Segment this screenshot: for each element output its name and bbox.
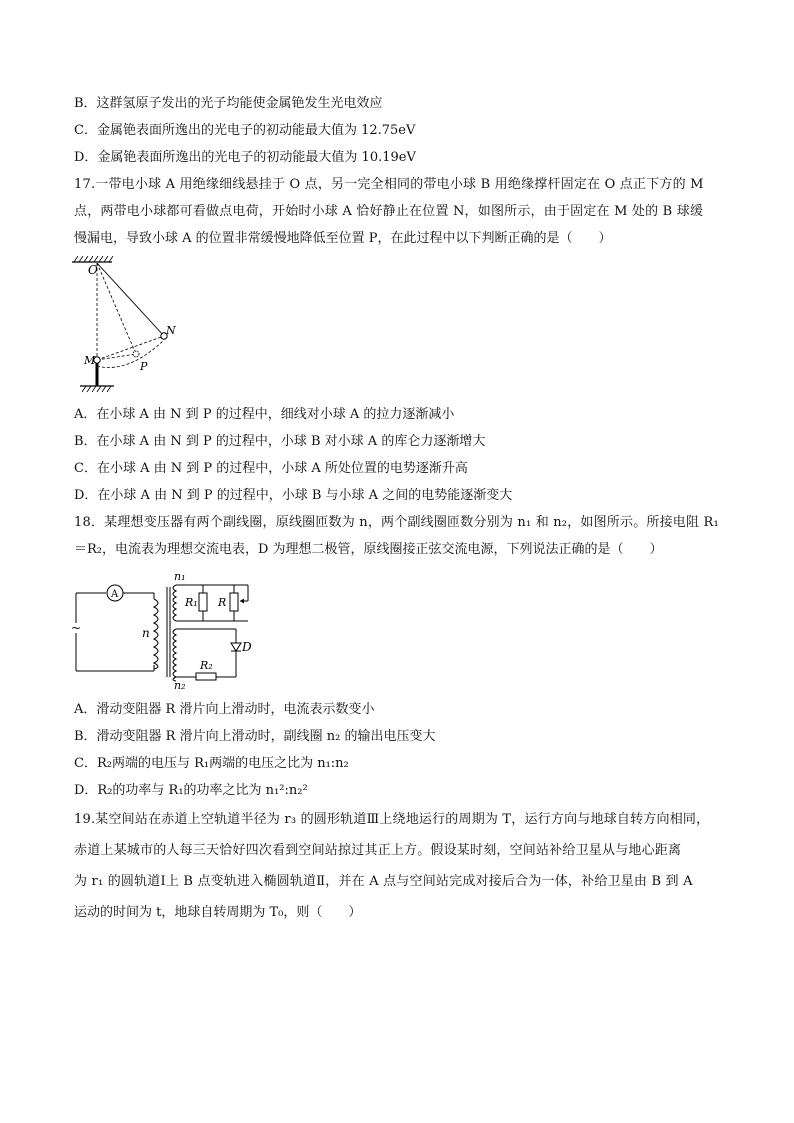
arc-path	[97, 340, 164, 368]
q16-option-b: B．这群氢原子发出的光子均能使金属铯发生光电效应	[74, 96, 383, 111]
line-M-to-P	[97, 354, 136, 360]
resistor-R2	[196, 673, 216, 680]
string-to-N	[97, 263, 164, 336]
label-n1: n₁	[174, 570, 186, 583]
label-O: O	[88, 263, 98, 277]
ball-P	[133, 351, 139, 357]
q17-option-c: C．在小球 A 由 N 到 P 的过程中，小球 A 所处位置的电势逐渐升高	[74, 461, 468, 476]
q16-option-c: C．金属铯表面所逸出的光电子的初动能最大值为 12.75eV	[74, 123, 416, 138]
q18-transformer-figure	[68, 567, 268, 695]
label-R1: R₁	[185, 596, 198, 609]
label-M: M	[84, 354, 96, 367]
label-R: R	[218, 596, 227, 609]
q17-pendulum-figure	[68, 256, 188, 396]
secondary-coil-n2	[173, 629, 176, 681]
q17-option-d: D．在小球 A 由 N 到 P 的过程中，小球 B 与小球 A 之间的电势能逐渐变大	[74, 488, 513, 503]
diode-D	[231, 643, 241, 651]
ceiling-hatch	[74, 256, 113, 262]
ammeter-label: A	[111, 589, 119, 600]
label-N: N	[166, 324, 176, 337]
q18-option-c: C．R₂两端的电压与 R₁两端的电压之比为 n₁:n₂	[74, 756, 349, 771]
ground-hatch	[82, 386, 111, 392]
q19-stem-line-1: 19.某空间站在赤道上空轨道半径为 r₃ 的圆形轨道Ⅲ上绕地运行的周期为 T，运行方向与地球自转方向相同，	[74, 812, 710, 827]
rheostat-R	[230, 593, 238, 611]
q17-option-a: A．在小球 A 由 N 到 P 的过程中，细线对小球 A 的拉力逐渐减小	[74, 407, 455, 422]
q17-option-b: B．在小球 A 由 N 到 P 的过程中，小球 B 对小球 A 的库仑力逐渐增大	[74, 434, 486, 449]
q17-stem-line-1: 17.一带电小球 A 用绝缘细线悬挂于 O 点，另一完全相同的带电小球 B 用绝缘撑杆固定在 O 点正下方的 M	[74, 177, 704, 192]
q17-stem-line-2: 点，两带电小球都可看做点电荷，开始时小球 A 恰好静止在位置 N，如图所示，由于固定在 M 处的 B 球缓	[74, 204, 704, 219]
ac-source-symbol: ~	[71, 621, 82, 635]
q19-stem-line-4: 运动的时间为 t，地球自转周期为 T₀，则（ ）	[74, 905, 362, 920]
q18-option-d: D．R₂的功率与 R₁的功率之比为 n₁²:n₂²	[74, 783, 308, 798]
line-M-to-N	[97, 336, 164, 360]
label-R2: R₂	[200, 659, 213, 672]
q19-stem-line-2: 赤道上某城市的人每三天恰好四次看到空间站掠过其正上方。假设某时刻，空间站补给卫星从与地心距离	[74, 843, 682, 858]
label-n2: n₂	[174, 679, 186, 692]
label-D: D	[242, 640, 252, 654]
q18-option-b: B．滑动变阻器 R 滑片向上滑动时，副线圈 n₂ 的输出电压变大	[74, 729, 436, 744]
q18-option-a: A．滑动变阻器 R 滑片向上滑动时，电流表示数变小	[74, 702, 375, 717]
string-to-P	[97, 263, 136, 354]
q18-stem-line-2: ＝R₂，电流表为理想交流电表，D 为理想二极管，原线圈接正弦交流电源，下列说法正确的是（ ）	[74, 542, 663, 557]
resistor-R1	[199, 593, 207, 611]
q16-option-d: D．金属铯表面所逸出的光电子的初动能最大值为 10.19eV	[74, 150, 416, 165]
primary-coil	[154, 599, 158, 669]
q17-stem-line-3: 慢漏电，导致小球 A 的位置非常缓慢地降低至位置 P，在此过程中以下判断正确的是（ ）	[74, 231, 612, 246]
label-P: P	[140, 360, 148, 373]
secondary-coil-n1	[173, 585, 176, 621]
q18-stem-line-1: 18．某理想变压器有两个副线圈，原线圈匝数为 n，两个副线圈匝数分别为 n₁ 和 n₂，如图所示。所接电阻 R₁	[74, 515, 719, 530]
q19-stem-line-3: 为 r₁ 的圆轨道Ⅰ上 B 点变轨进入椭圆轨道Ⅱ，并在 A 点与空间站完成对接后合为一体，补给卫星由 B 到 A	[74, 874, 693, 889]
label-n: n	[142, 626, 150, 640]
